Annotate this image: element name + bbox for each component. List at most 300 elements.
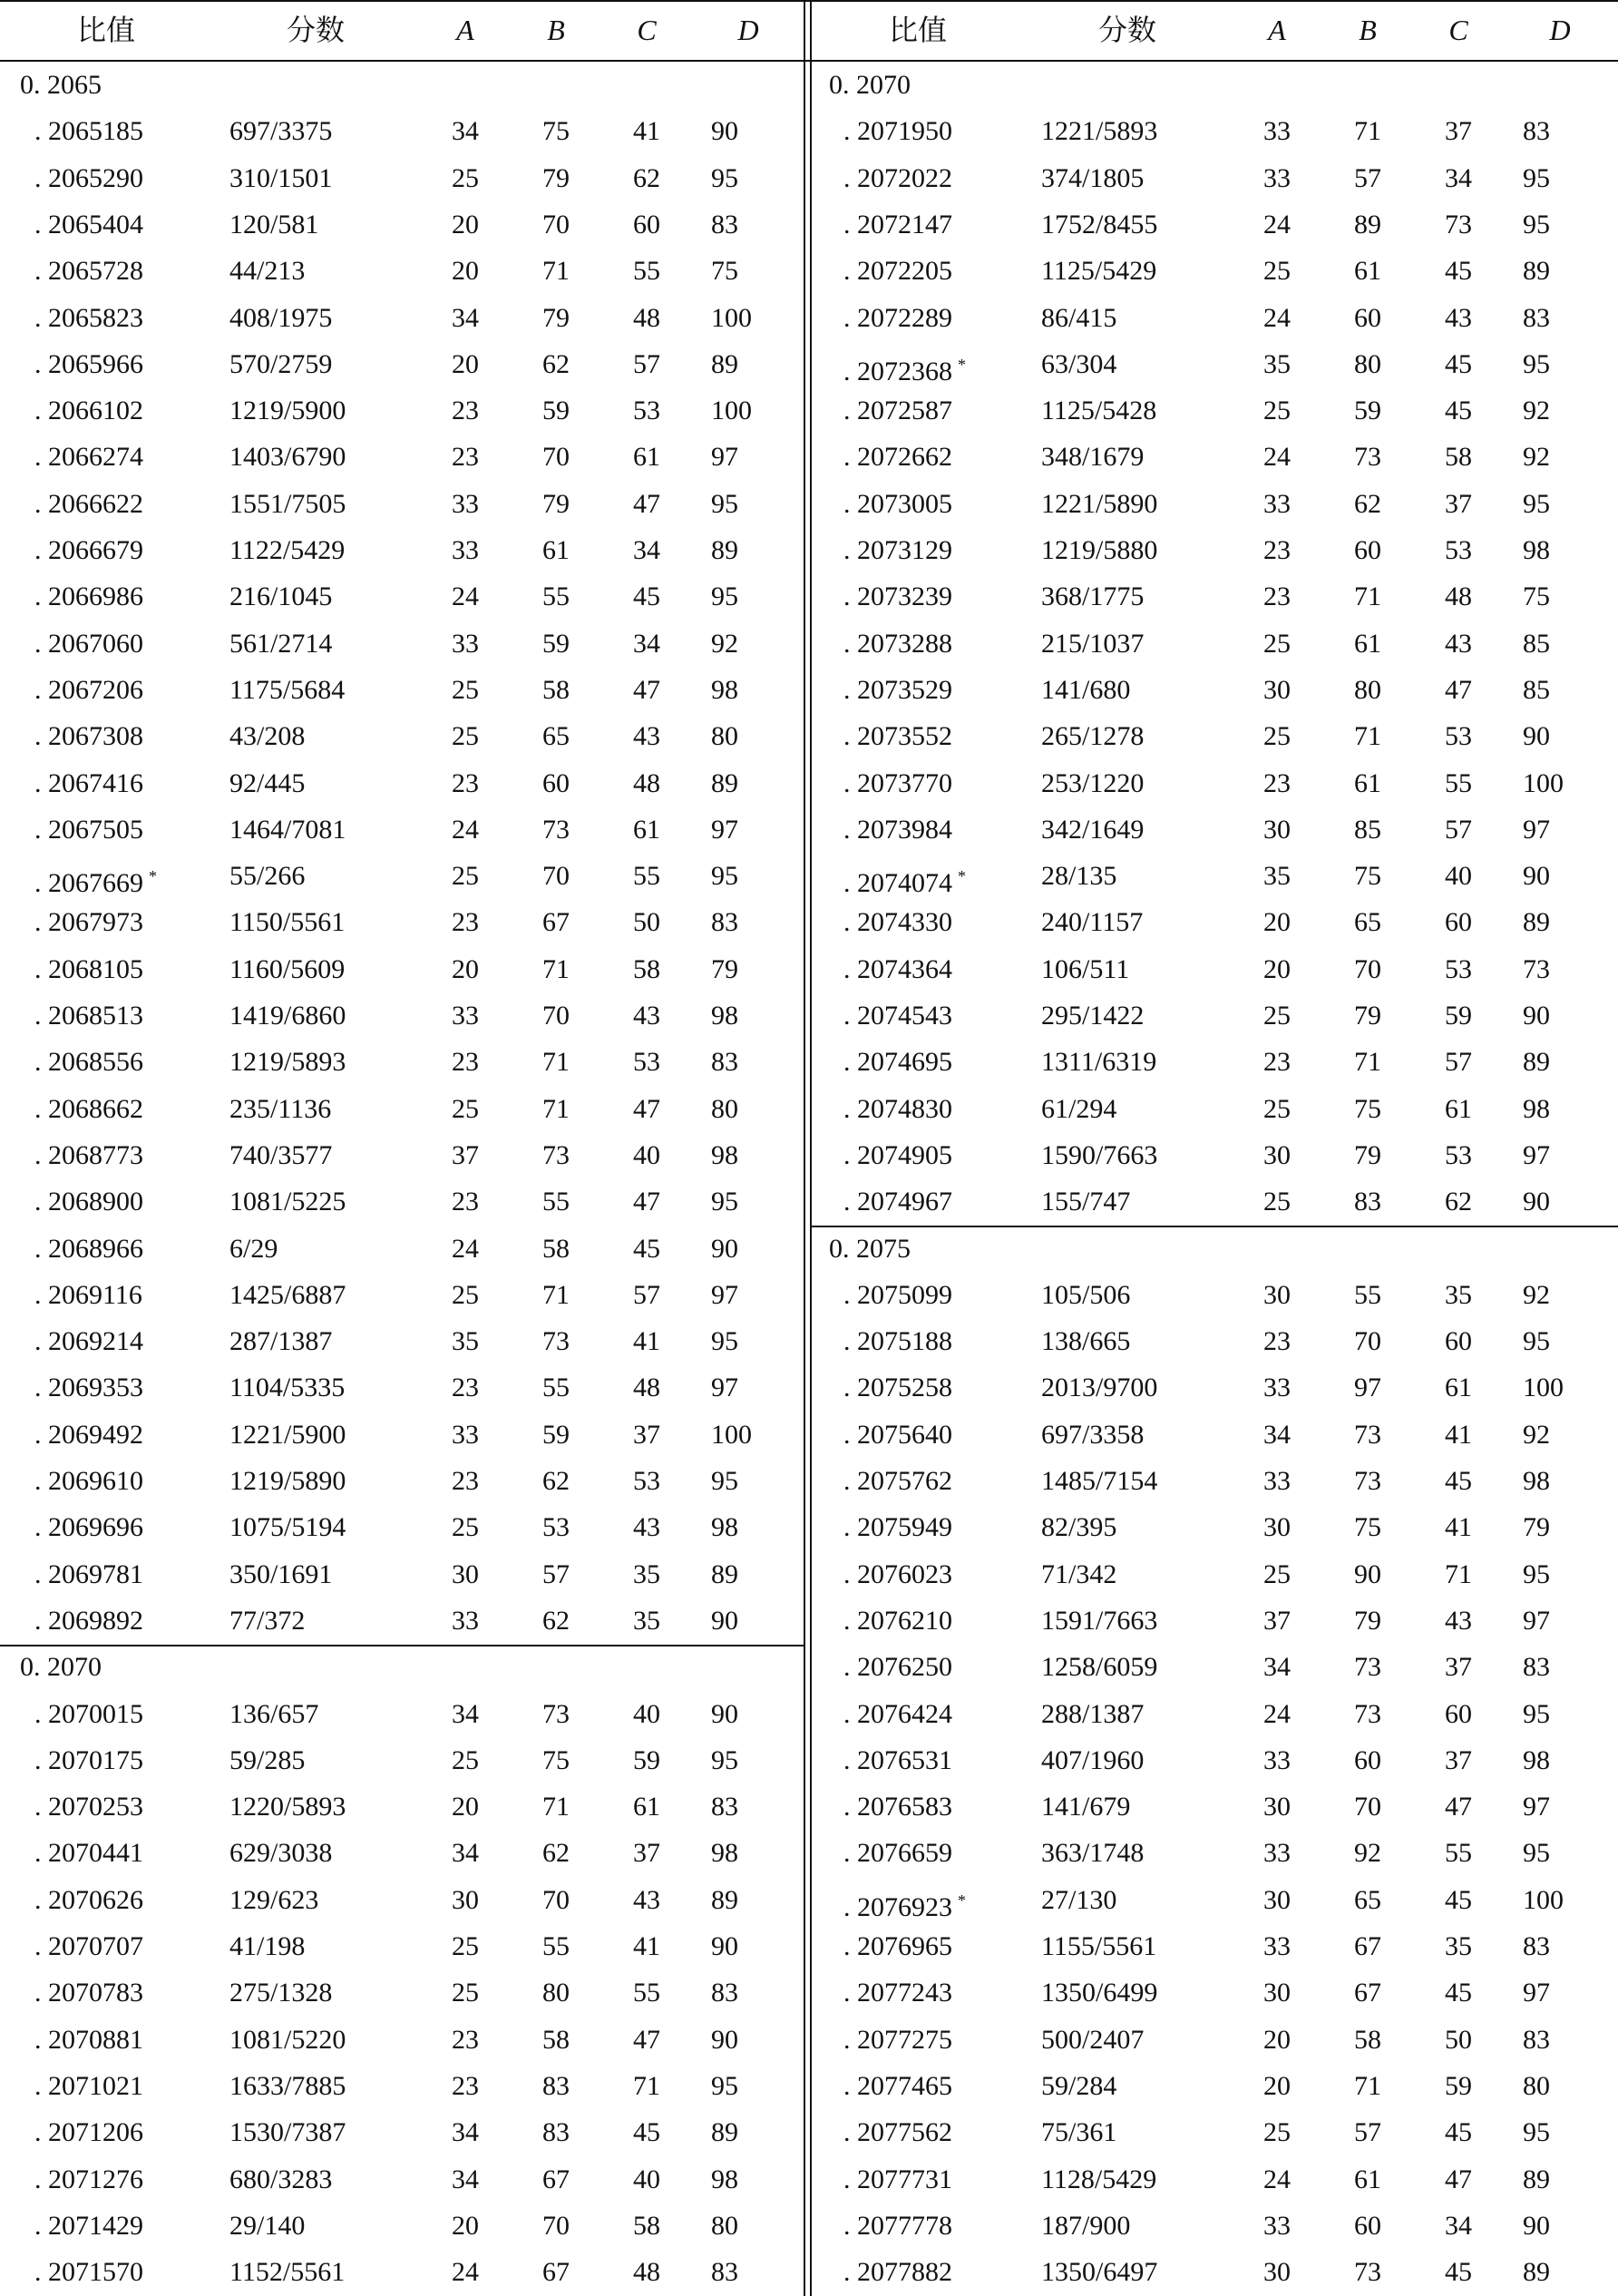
c-cell: 40 <box>633 2164 660 2194</box>
ratio-cell <box>843 1324 952 1360</box>
ratio-cell <box>34 1138 143 1174</box>
d-cell: 97 <box>711 442 738 473</box>
fraction-cell: 41/198 <box>229 1931 306 1961</box>
b-cell: 55 <box>542 1187 570 1217</box>
ratio-value: . 2075762 <box>843 1466 952 1496</box>
fraction-cell: 1128/5429 <box>1041 2164 1157 2194</box>
c-cell: 45 <box>1445 396 1472 426</box>
b-cell: 97 <box>1354 1373 1381 1403</box>
d-cell: 80 <box>711 1093 738 1124</box>
ratio-value: . 2077465 <box>843 2070 952 2101</box>
a-cell: 20 <box>1263 2070 1291 2101</box>
a-cell: 23 <box>452 767 479 798</box>
ratio-value: . 2069116 <box>34 1279 142 1310</box>
d-cell: 98 <box>1523 535 1550 565</box>
a-cell: 33 <box>1263 1466 1291 1496</box>
c-cell: 62 <box>1445 1187 1472 1217</box>
ratio-cell <box>34 1743 143 1779</box>
ratio-value: . 2067505 <box>34 814 143 845</box>
b-cell: 73 <box>1354 2257 1381 2288</box>
d-cell: 80 <box>711 2210 738 2241</box>
a-cell: 34 <box>1263 1419 1291 1450</box>
b-cell: 73 <box>1354 1419 1381 1450</box>
ratio-value: . 2076923 <box>843 1891 952 1922</box>
ratio-value: . 2072147 <box>843 209 952 239</box>
ratio-cell <box>843 1184 952 1220</box>
b-cell: 71 <box>1354 2070 1381 2101</box>
d-cell: 79 <box>1523 1512 1550 1543</box>
a-cell: 33 <box>452 488 479 519</box>
d-cell: 95 <box>711 1326 738 1357</box>
b-cell: 59 <box>542 628 570 659</box>
ratio-value: . 2076659 <box>843 1838 952 1869</box>
c-cell: 60 <box>1445 1326 1472 1357</box>
d-cell: 95 <box>1523 1838 1550 1869</box>
fraction-cell: 1219/5893 <box>229 1047 346 1078</box>
c-cell: 61 <box>1445 1093 1472 1124</box>
a-cell: 30 <box>452 1558 479 1589</box>
b-cell: 53 <box>542 1512 570 1543</box>
a-cell: 24 <box>1263 2164 1291 2194</box>
ratio-cell <box>843 2208 952 2244</box>
a-cell: 34 <box>452 2117 479 2148</box>
a-cell: 35 <box>1263 861 1291 892</box>
d-cell: 98 <box>1523 1093 1550 1124</box>
ratio-cell <box>34 1370 143 1406</box>
ratio-value: . 2069353 <box>34 1373 143 1403</box>
d-cell: 90 <box>1523 721 1550 752</box>
a-cell: 23 <box>452 1187 479 1217</box>
a-cell: 20 <box>452 209 479 239</box>
c-cell: 43 <box>633 1512 660 1543</box>
b-cell: 67 <box>542 2164 570 2194</box>
ratio-cell <box>843 1370 952 1406</box>
ratio-cell <box>843 1743 952 1779</box>
ratio-cell <box>34 1929 143 1965</box>
c-cell: 53 <box>1445 721 1472 752</box>
ratio-cell <box>843 1603 952 1639</box>
a-cell: 34 <box>452 116 479 147</box>
fraction-cell: 275/1328 <box>229 1978 333 2008</box>
ratio-cell <box>34 2254 143 2291</box>
c-cell: 43 <box>1445 302 1472 333</box>
b-cell: 70 <box>1354 1326 1381 1357</box>
header-rule <box>0 60 1618 62</box>
ratio-cell <box>843 998 952 1034</box>
a-cell: 25 <box>452 1744 479 1775</box>
fraction-cell: 2013/9700 <box>1041 1373 1158 1403</box>
ratio-value: . 2070783 <box>34 1978 143 2008</box>
c-cell: 59 <box>633 1744 660 1775</box>
b-cell: 55 <box>542 581 570 612</box>
header-c-left: C <box>637 14 657 46</box>
ratio-cell <box>34 1975 143 2011</box>
ratio-value: . 2069781 <box>34 1558 143 1589</box>
ratio-cell <box>843 1557 952 1593</box>
d-cell: 98 <box>711 674 738 705</box>
a-cell: 23 <box>452 2070 479 2101</box>
b-cell: 89 <box>1354 209 1381 239</box>
ratio-cell <box>843 1463 952 1500</box>
c-cell: 61 <box>1445 1373 1472 1403</box>
fraction-cell: 6/29 <box>229 1233 278 1264</box>
fraction-cell: 55/266 <box>229 861 306 892</box>
c-cell: 45 <box>633 581 660 612</box>
ratio-cell <box>843 626 952 662</box>
fraction-cell: 59/285 <box>229 1744 306 1775</box>
d-cell: 89 <box>1523 1047 1550 1078</box>
section-heading: 0. 2065 <box>20 70 102 100</box>
ratio-cell <box>843 1929 952 1965</box>
ratio-value: . 2074967 <box>843 1187 952 1217</box>
b-cell: 75 <box>1354 1093 1381 1124</box>
c-cell: 35 <box>633 1558 660 1589</box>
d-cell: 89 <box>711 348 738 379</box>
ratio-value: . 2076210 <box>843 1605 952 1636</box>
header-ratio-right: 比值 <box>888 14 948 46</box>
ratio-value: . 2075949 <box>843 1512 952 1543</box>
ratio-cell <box>843 1277 952 1314</box>
ratio-cell <box>843 1138 952 1174</box>
a-cell: 30 <box>1263 1139 1291 1170</box>
c-cell: 45 <box>1445 2257 1472 2288</box>
ratio-cell <box>843 766 952 802</box>
ratio-cell <box>34 2022 143 2058</box>
ratio-cell <box>843 393 952 429</box>
ratio-cell <box>34 998 143 1034</box>
c-cell: 57 <box>1445 1047 1472 1078</box>
ratio-value: . 2067416 <box>34 767 143 798</box>
ratio-cell <box>843 347 966 386</box>
ratio-cell <box>843 161 952 197</box>
c-cell: 58 <box>633 953 660 984</box>
d-cell: 83 <box>1523 116 1550 147</box>
b-cell: 71 <box>1354 116 1381 147</box>
c-cell: 47 <box>633 674 660 705</box>
c-cell: 58 <box>633 2210 660 2241</box>
d-cell: 83 <box>711 2257 738 2288</box>
c-cell: 61 <box>633 1792 660 1822</box>
ratio-value: . 2068556 <box>34 1047 143 1078</box>
fraction-cell: 1633/7885 <box>229 2070 346 2101</box>
fraction-cell: 155/747 <box>1041 1187 1131 1217</box>
ratio-value: . 2077243 <box>843 1978 952 2008</box>
a-cell: 33 <box>452 628 479 659</box>
ratio-value: . 2066986 <box>34 581 143 612</box>
ratio-cell <box>34 1696 143 1733</box>
c-cell: 53 <box>1445 953 1472 984</box>
header-fraction-left: 分数 <box>286 14 346 46</box>
fraction-cell: 1258/6059 <box>1041 1652 1158 1683</box>
a-cell: 25 <box>452 1093 479 1124</box>
a-cell: 23 <box>1263 1326 1291 1357</box>
ratio-value: . 2076531 <box>843 1744 952 1775</box>
c-cell: 53 <box>633 396 660 426</box>
ratio-cell <box>34 2162 143 2198</box>
ratio-value: . 2077731 <box>843 2164 952 2194</box>
b-cell: 71 <box>542 953 570 984</box>
d-cell: 98 <box>1523 1466 1550 1496</box>
b-cell: 75 <box>1354 861 1381 892</box>
d-cell: 90 <box>711 116 738 147</box>
c-cell: 47 <box>633 488 660 519</box>
ratio-cell <box>843 579 952 615</box>
ratio-value: . 2073239 <box>843 581 952 612</box>
d-cell: 97 <box>711 814 738 845</box>
d-cell: 90 <box>1523 2210 1550 2241</box>
b-cell: 71 <box>542 1047 570 1078</box>
c-cell: 34 <box>633 628 660 659</box>
c-cell: 50 <box>1445 2024 1472 2055</box>
section-heading: 0. 2075 <box>829 1233 911 1264</box>
fraction-cell: 1530/7387 <box>229 2117 346 2148</box>
ratio-value: . 2069696 <box>34 1512 143 1543</box>
c-cell: 37 <box>633 1838 660 1869</box>
d-cell: 90 <box>711 2024 738 2055</box>
fraction-cell: 1219/5900 <box>229 396 346 426</box>
d-cell: 95 <box>711 581 738 612</box>
ratio-cell <box>843 2115 952 2151</box>
b-cell: 61 <box>1354 628 1381 659</box>
b-cell: 55 <box>542 1931 570 1961</box>
ratio-value: . 2074905 <box>843 1139 952 1170</box>
fraction-cell: 570/2759 <box>229 348 333 379</box>
a-cell: 20 <box>452 1792 479 1822</box>
ratio-value: . 2066622 <box>34 488 143 519</box>
top-rule <box>0 0 1618 2</box>
a-cell: 25 <box>1263 2117 1291 2148</box>
ratio-cell <box>843 952 952 988</box>
c-cell: 58 <box>1445 442 1472 473</box>
c-cell: 43 <box>633 1001 660 1031</box>
a-cell: 33 <box>452 535 479 565</box>
b-cell: 83 <box>1354 1187 1381 1217</box>
c-cell: 43 <box>633 721 660 752</box>
ratio-value: . 2073529 <box>843 674 952 705</box>
a-cell: 33 <box>1263 2210 1291 2241</box>
ratio-cell <box>34 858 157 899</box>
a-cell: 33 <box>1263 488 1291 519</box>
d-cell: 95 <box>711 1744 738 1775</box>
c-cell: 55 <box>633 1978 660 2008</box>
asterisk-mark: * <box>958 867 966 886</box>
c-cell: 60 <box>1445 1698 1472 1729</box>
fraction-cell: 1221/5900 <box>229 1419 346 1450</box>
d-cell: 90 <box>711 1605 738 1636</box>
header-b-left: B <box>547 14 565 46</box>
section-rule <box>812 1226 1618 1227</box>
fraction-cell: 1160/5609 <box>229 953 346 984</box>
a-cell: 30 <box>452 1884 479 1915</box>
d-cell: 80 <box>711 721 738 752</box>
fraction-cell: 1551/7505 <box>229 488 346 519</box>
a-cell: 30 <box>1263 1792 1291 1822</box>
a-cell: 24 <box>1263 442 1291 473</box>
ratio-cell <box>34 672 143 708</box>
c-cell: 60 <box>633 209 660 239</box>
a-cell: 24 <box>1263 1698 1291 1729</box>
c-cell: 59 <box>1445 2070 1472 2101</box>
a-cell: 34 <box>452 1698 479 1729</box>
c-cell: 45 <box>633 2117 660 2148</box>
c-cell: 43 <box>633 1884 660 1915</box>
fraction-cell: 141/679 <box>1041 1792 1131 1822</box>
d-cell: 89 <box>1523 256 1550 287</box>
a-cell: 20 <box>452 2210 479 2241</box>
ratio-value: . 2068513 <box>34 1001 143 1031</box>
d-cell: 98 <box>711 1001 738 1031</box>
d-cell: 85 <box>1523 628 1550 659</box>
ratio-cell <box>34 532 143 569</box>
fraction-cell: 697/3375 <box>229 116 333 147</box>
ratio-cell <box>34 113 143 150</box>
a-cell: 23 <box>1263 1047 1291 1078</box>
c-cell: 37 <box>1445 1652 1472 1683</box>
fraction-cell: 1350/6497 <box>1041 2257 1158 2288</box>
b-cell: 83 <box>542 2117 570 2148</box>
d-cell: 95 <box>1523 1558 1550 1589</box>
d-cell: 100 <box>1523 1884 1564 1915</box>
fraction-cell: 407/1960 <box>1041 1744 1145 1775</box>
ratio-value: . 2074830 <box>843 1093 952 1124</box>
fraction-cell: 1125/5429 <box>1041 256 1157 287</box>
d-cell: 73 <box>1523 953 1550 984</box>
c-cell: 37 <box>1445 488 1472 519</box>
b-cell: 73 <box>542 814 570 845</box>
b-cell: 70 <box>1354 953 1381 984</box>
a-cell: 25 <box>1263 1093 1291 1124</box>
fraction-cell: 29/140 <box>229 2210 306 2241</box>
fraction-cell: 1081/5220 <box>229 2024 346 2055</box>
d-cell: 83 <box>1523 1652 1550 1683</box>
fraction-cell: 1081/5225 <box>229 1187 346 1217</box>
b-cell: 79 <box>1354 1001 1381 1031</box>
fraction-cell: 287/1387 <box>229 1326 333 1357</box>
asterisk-mark: * <box>149 867 157 886</box>
a-cell: 25 <box>1263 1187 1291 1217</box>
ratio-value: . 2071276 <box>34 2164 143 2194</box>
ratio-cell <box>843 904 952 941</box>
ratio-cell <box>843 1696 952 1733</box>
a-cell: 33 <box>1263 1838 1291 1869</box>
d-cell: 90 <box>711 1233 738 1264</box>
fraction-cell: 1219/5890 <box>229 1466 346 1496</box>
a-cell: 25 <box>452 162 479 193</box>
ratio-value: . 2075188 <box>843 1326 952 1357</box>
c-cell: 40 <box>1445 861 1472 892</box>
fraction-cell: 63/304 <box>1041 348 1117 379</box>
ratio-cell <box>34 2068 143 2105</box>
fraction-cell: 561/2714 <box>229 628 333 659</box>
fraction-cell: 1220/5893 <box>229 1792 346 1822</box>
b-cell: 60 <box>542 767 570 798</box>
c-cell: 41 <box>633 1931 660 1961</box>
ratio-cell <box>843 672 952 708</box>
fraction-cell: 240/1157 <box>1041 907 1144 938</box>
fraction-cell: 1175/5684 <box>229 674 346 705</box>
c-cell: 62 <box>633 162 660 193</box>
d-cell: 90 <box>1523 1187 1550 1217</box>
fraction-cell: 368/1775 <box>1041 581 1145 612</box>
a-cell: 33 <box>1263 1931 1291 1961</box>
ratio-cell <box>34 2208 143 2244</box>
c-cell: 47 <box>1445 1792 1472 1822</box>
ratio-cell <box>34 1557 143 1593</box>
b-cell: 80 <box>1354 348 1381 379</box>
a-cell: 25 <box>1263 1001 1291 1031</box>
ratio-cell <box>34 207 143 243</box>
c-cell: 41 <box>633 1326 660 1357</box>
d-cell: 75 <box>1523 581 1550 612</box>
fraction-cell: 350/1691 <box>229 1558 333 1589</box>
a-cell: 33 <box>1263 1744 1291 1775</box>
a-cell: 30 <box>1263 1978 1291 2008</box>
fraction-cell: 1311/6319 <box>1041 1047 1157 1078</box>
b-cell: 57 <box>1354 2117 1381 2148</box>
b-cell: 58 <box>542 2024 570 2055</box>
d-cell: 83 <box>711 1978 738 2008</box>
fraction-cell: 363/1748 <box>1041 1838 1145 1869</box>
a-cell: 34 <box>1263 1652 1291 1683</box>
d-cell: 95 <box>1523 2117 1550 2148</box>
c-cell: 41 <box>1445 1419 1472 1450</box>
b-cell: 73 <box>1354 442 1381 473</box>
c-cell: 61 <box>633 814 660 845</box>
d-cell: 85 <box>1523 674 1550 705</box>
ratio-value: . 2066102 <box>34 396 143 426</box>
ratio-value: . 2068662 <box>34 1093 143 1124</box>
a-cell: 24 <box>1263 209 1291 239</box>
ratio-value: . 2077778 <box>843 2210 952 2241</box>
d-cell: 92 <box>1523 1419 1550 1450</box>
ratio-cell <box>34 579 143 615</box>
b-cell: 79 <box>542 302 570 333</box>
d-cell: 83 <box>711 209 738 239</box>
ratio-cell <box>34 393 143 429</box>
ratio-cell <box>843 253 952 289</box>
b-cell: 59 <box>542 1419 570 1450</box>
b-cell: 79 <box>542 488 570 519</box>
c-cell: 37 <box>633 1419 660 1450</box>
a-cell: 34 <box>452 2164 479 2194</box>
a-cell: 37 <box>452 1139 479 1170</box>
c-cell: 45 <box>633 1233 660 1264</box>
c-cell: 45 <box>1445 256 1472 287</box>
d-cell: 100 <box>711 1419 752 1450</box>
a-cell: 30 <box>1263 2257 1291 2288</box>
fraction-cell: 1464/7081 <box>229 814 346 845</box>
d-cell: 95 <box>711 861 738 892</box>
b-cell: 71 <box>1354 721 1381 752</box>
ratio-cell <box>34 1044 143 1080</box>
d-cell: 98 <box>711 1512 738 1543</box>
d-cell: 98 <box>711 1139 738 1170</box>
b-cell: 55 <box>542 1373 570 1403</box>
section-heading: 0. 2070 <box>829 70 911 100</box>
d-cell: 98 <box>1523 1744 1550 1775</box>
ratio-cell <box>843 1789 952 1825</box>
fraction-cell: 1590/7663 <box>1041 1139 1158 1170</box>
c-cell: 53 <box>633 1047 660 1078</box>
c-cell: 47 <box>1445 2164 1472 2194</box>
fraction-cell: 86/415 <box>1041 302 1117 333</box>
ratio-value: . 2067308 <box>34 721 143 752</box>
ratio-cell <box>843 486 952 523</box>
b-cell: 73 <box>1354 1652 1381 1683</box>
d-cell: 97 <box>1523 814 1550 845</box>
ratio-cell <box>843 812 952 848</box>
c-cell: 40 <box>633 1698 660 1729</box>
